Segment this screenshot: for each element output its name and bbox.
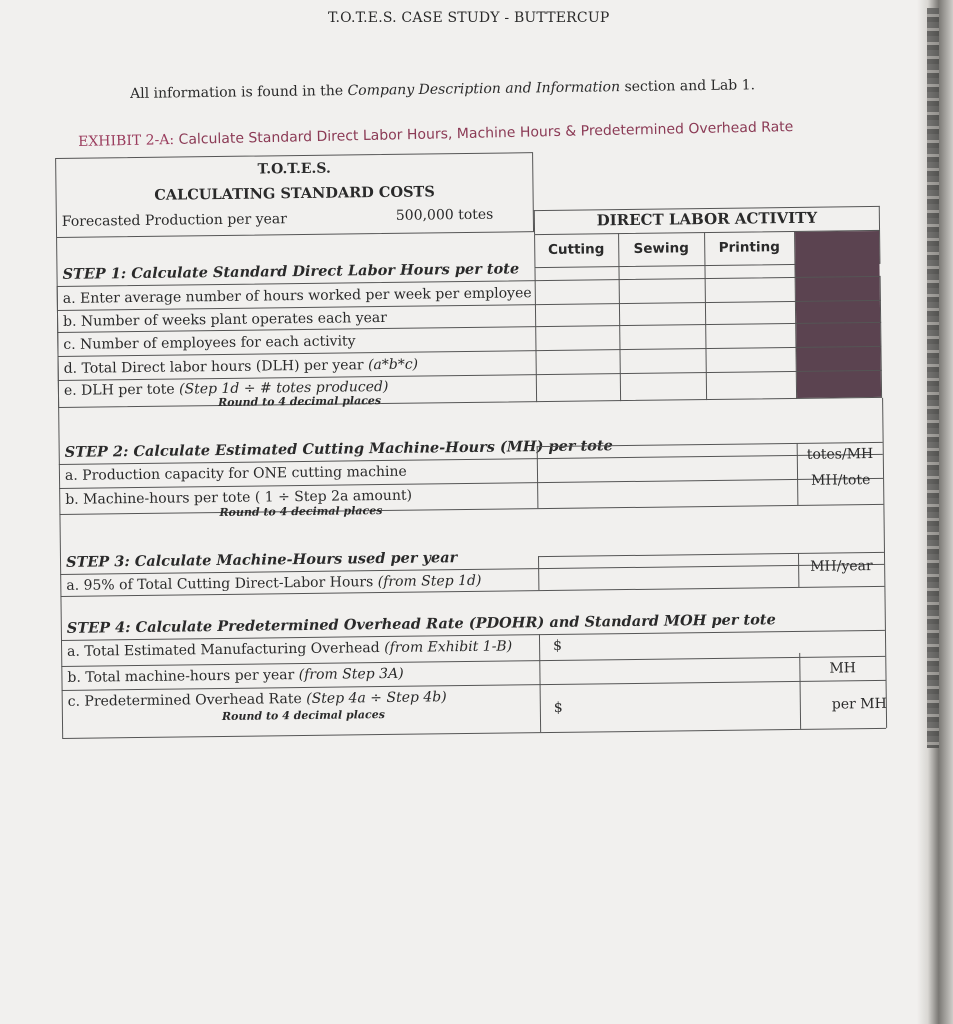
step2-row-b-unit: MH/tote [810, 472, 871, 489]
step2-row-b: b. Machine-hours per tote ( 1 ÷ Step 2a amount) [65, 487, 413, 508]
step1-row-a: a. Enter average number of hours worked per week per employee [62, 285, 532, 307]
step1-input-a-cutting[interactable] [536, 280, 618, 303]
step4-row-c-unit: per MH [831, 695, 887, 713]
step3-row-a: a. 95% of Total Cutting Direct-Labor Hours (from Step 1d) [66, 572, 482, 594]
step3-input-a[interactable] [539, 554, 797, 589]
forecast-value: 500,000 totes [395, 206, 494, 224]
column-printing: Printing [718, 239, 780, 256]
intro-text-italic: Company Description and Information [347, 79, 621, 99]
table-subtitle: CALCULATING STANDARD COSTS [154, 183, 435, 204]
step1-row-c: c. Number of employees for each activity [63, 333, 356, 353]
forecast-label: Forecasted Production per year [61, 211, 288, 230]
step4-row-c-dollar: $ [553, 699, 563, 716]
step4-round-note: Round to 4 decimal places [221, 708, 385, 724]
column-cutting: Cutting [547, 241, 605, 258]
step1-input-a-printing[interactable] [706, 278, 794, 301]
step4-input-b[interactable] [540, 658, 798, 683]
step1-round-note: Round to 4 decimal places [218, 394, 382, 410]
standard-costs-worksheet [55, 140, 897, 740]
intro-text-before: All information is found in the [130, 82, 348, 102]
step3-row-a-unit: MH/year [810, 558, 873, 575]
step4-row-c: c. Predetermined Overhead Rate (Step 4a ÷ Step 4b) [67, 689, 447, 710]
column-sewing: Sewing [633, 240, 689, 257]
step4-row-b-unit: MH [829, 660, 857, 677]
step1-row-b: b. Number of weeks plant operates each year [63, 309, 388, 330]
step1-title: STEP 1: Calculate Standard Direct Labor Hours per tote [62, 260, 520, 283]
step4-row-a-dollar: $ [552, 637, 563, 654]
direct-labor-activity-title: DIRECT LABOR ACTIVITY [596, 208, 818, 230]
step1-row-e: e. DLH per tote (Step 1d ÷ # totes produced) [63, 378, 389, 399]
step2-round-note: Round to 4 decimal places [219, 504, 383, 520]
step4-title: STEP 4: Calculate Predetermined Overhead Rate (PDOHR) and Standard MOH per tote [66, 611, 776, 637]
step2-row-a: a. Production capacity for ONE cutting machine [64, 463, 407, 484]
step3-title: STEP 3: Calculate Machine-Hours used per year [65, 549, 458, 571]
step2-input-a[interactable] [538, 444, 796, 469]
intro-text [130, 77, 755, 102]
step2-row-a-unit: totes/MH [806, 446, 874, 463]
step2-input-b[interactable] [538, 468, 796, 507]
step4-input-c[interactable] [541, 682, 800, 731]
company-name: T.O.T.E.S. [257, 160, 331, 178]
step1-row-d: d. Total Direct labor hours (DLH) per year (a*b*c) [63, 356, 419, 377]
step4-row-a: a. Total Estimated Manufacturing Overhead (from Exhibit 1-B) [67, 638, 513, 660]
exhibit-label: EXHIBIT 2-A: [78, 131, 175, 150]
page-header-title: T.O.T.E.S. CASE STUDY - BUTTERCUP [328, 10, 610, 26]
page-edge-texture [927, 8, 939, 748]
step4-row-b: b. Total machine-hours per year (from Step 3A) [67, 665, 404, 686]
exhibit-title-text: Calculate Standard Direct Labor Hours, Machine Hours & Predetermined Overhead Rate [173, 119, 794, 148]
step4-input-a[interactable] [540, 631, 884, 659]
step1-input-a-sewing[interactable] [620, 279, 704, 302]
step2-title: STEP 2: Calculate Estimated Cutting Machine-Hours (MH) per tote [64, 437, 613, 461]
intro-text-after: section and Lab 1. [619, 77, 756, 96]
